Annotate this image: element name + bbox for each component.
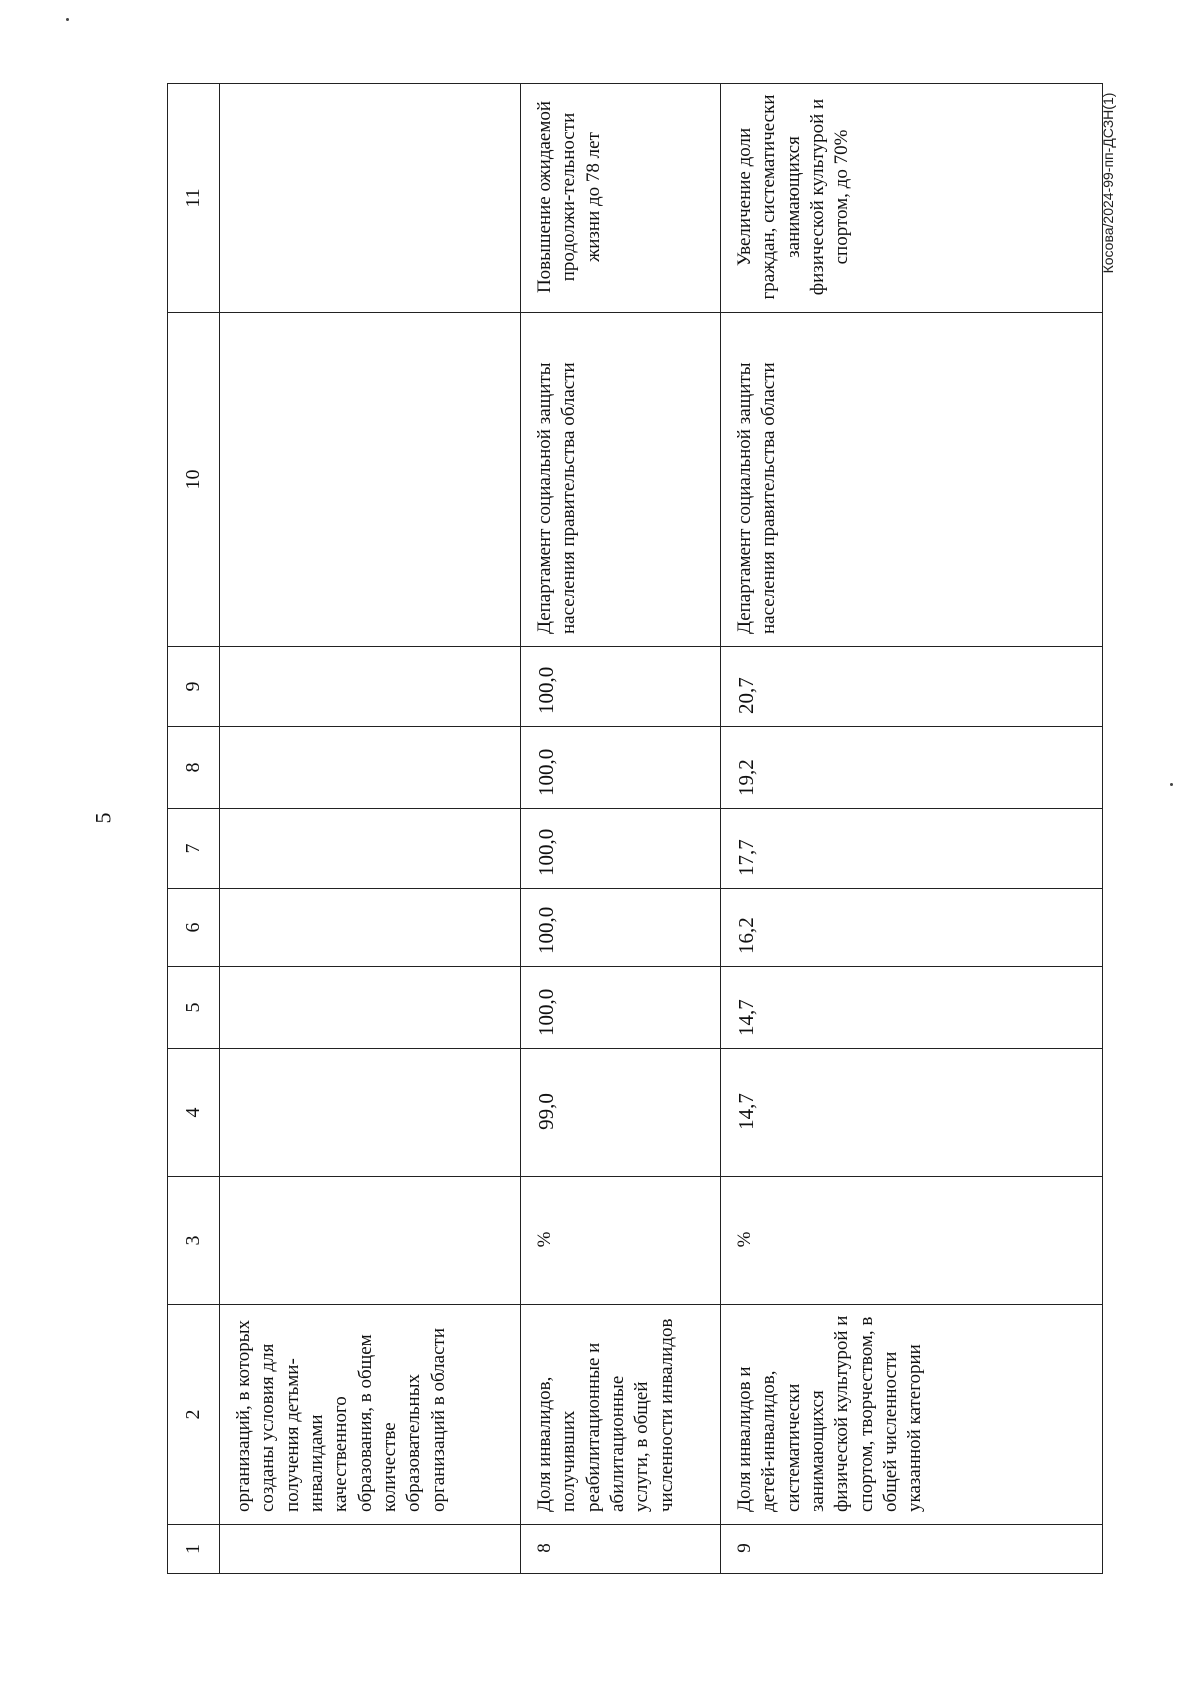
header-cell-11: 11 (168, 84, 220, 313)
table-row (220, 84, 521, 1574)
unit-cell (220, 1177, 521, 1305)
table-row (521, 84, 721, 1574)
value-cell (220, 647, 521, 727)
page-number: 5 (90, 812, 116, 824)
value-cell: 16,2 (721, 889, 1103, 967)
responsible-cell: Департамент социальной защиты населения правительства области (721, 313, 1103, 647)
value-cell: 14,7 (721, 967, 1103, 1049)
indicator-name: организаций, в которых созданы условия для получения детьми-инвалидами качественного образования, в общем количестве образовательных организаций в области (220, 1305, 521, 1525)
rotated-table-container (167, 84, 1102, 1574)
header-cell-3: 3 (168, 1177, 220, 1305)
row-number: 9 (721, 1525, 1103, 1574)
header-cell-8: 8 (168, 727, 220, 809)
result-cell: Увеличение доли граждан, систематически занимающихся физической культурой и спортом, до 70% (721, 84, 1103, 313)
header-cell-4: 4 (168, 1049, 220, 1177)
value-cell: 17,7 (721, 809, 1103, 889)
table-row (721, 84, 1103, 1574)
table-header-row (168, 84, 220, 1574)
value-cell: 20,7 (721, 647, 1103, 727)
document-code: Косова/2024-99-пп-ДСЗН(1) (1100, 92, 1116, 274)
value-cell: 100,0 (521, 809, 721, 889)
value-cell: 100,0 (521, 967, 721, 1049)
value-cell: 100,0 (521, 727, 721, 809)
header-cell-7: 7 (168, 809, 220, 889)
value-cell (220, 727, 521, 809)
indicator-name: Доля инвалидов, получивших реабилитационные и абилитационные услуги, в общей численности инвалидов (521, 1305, 721, 1525)
unit-cell: % (521, 1177, 721, 1305)
header-cell-9: 9 (168, 647, 220, 727)
value-cell (220, 1049, 521, 1177)
value-cell (220, 967, 521, 1049)
value-cell: 19,2 (721, 727, 1103, 809)
row-number (220, 1525, 521, 1574)
responsible-cell: Департамент социальной защиты населения правительства области (521, 313, 721, 647)
value-cell (220, 809, 521, 889)
row-number: 8 (521, 1525, 721, 1574)
value-cell: 99,0 (521, 1049, 721, 1177)
value-cell: 100,0 (521, 647, 721, 727)
indicator-name: Доля инвалидов и детей-инвалидов, систематически занимающихся физической культурой и спортом, творчеством, в общей численности указанной категории (721, 1305, 1103, 1525)
result-cell (220, 84, 521, 313)
header-cell-5: 5 (168, 967, 220, 1049)
header-cell-10: 10 (168, 313, 220, 647)
value-cell (220, 889, 521, 967)
header-cell-1: 1 (168, 1525, 220, 1574)
indicators-table (167, 83, 1103, 1574)
value-cell: 100,0 (521, 889, 721, 967)
header-cell-2: 2 (168, 1305, 220, 1525)
value-cell: 14,7 (721, 1049, 1103, 1177)
unit-cell: % (721, 1177, 1103, 1305)
result-cell: Повышение ожидаемой продолжи-тельности жизни до 78 лет (521, 84, 721, 313)
responsible-cell (220, 313, 521, 647)
header-cell-6: 6 (168, 889, 220, 967)
